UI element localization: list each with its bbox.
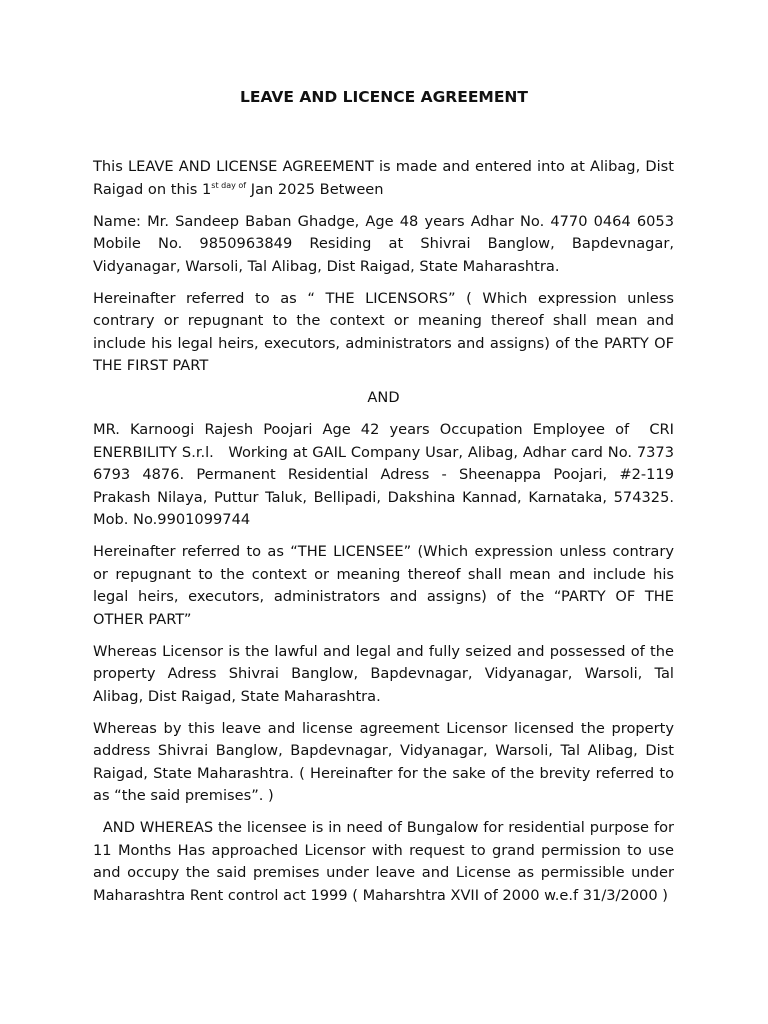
licensor-reference-paragraph: Hereinafter referred to as “ THE LICENSORS” ( Which expression unless contrary or repugnant to the context or meaning thereof shall mean and include his legal heirs, executors, administrators and assigns) of the PARTY OF THE FIRST PART [93,289,674,374]
and-separator: AND [367,389,400,406]
document-title: LEAVE AND LICENCE AGREEMENT [240,88,528,106]
whereas-paragraph-3: AND WHEREAS the licensee is in need of Bungalow for residential purpose for 11 Months Has approached Licensor with request to grand permission to use and occupy the said premises under leave and License as permissible under Maharashtra Rent control act 1999 ( Maharshtra XVII of 2000 w.e.f 31/3/2000 ) [93,819,679,904]
whereas-paragraph-1: Whereas Licensor is the lawful and legal and fully seized and possessed of the property Adress Shivrai Banglow, Bapdevnagar, Vidyanagar, Warsoli, Tal Alibag, Dist Raigad, State Maharashtra. [93,642,674,705]
intro-text: This LEAVE AND LICENSE AGREEMENT is made and entered into at Alibag, Dist Raigad on this 1 [93,158,674,198]
licensee-reference-paragraph: Hereinafter referred to as “THE LICENSEE” (Which expression unless contrary or repugnant to the context or meaning thereof shall mean and include his legal heirs, executors, administrators and assigns) of the “PARTY OF THE OTHER PART” [93,543,674,628]
document-body [93,156,679,917]
licensee-details-paragraph: MR. Karnoogi Rajesh Poojari Age 42 years Occupation Employee of CRI ENERBILITY S.r.l. Working at GAIL Company Usar, Alibag, Adhar card No. 7373 6793 4876. Permanent Residential Adress - Sheenappa Poojari, #2-119 Prakash Nilaya, Puttur Taluk, Bellipadi, Dakshina Kannad, Karnataka, 574325. Mob. No.9901099744 [93,421,679,528]
licensor-details-paragraph: Name: Mr. Sandeep Baban Ghadge, Age 48 years Adhar No. 4770 0464 6053 Mobile No. 9850963849 Residing at Shivrai Banglow, Bapdevnagar, Vidyanagar, Warsoli, Tal Alibag, Dist Raigad, State Maharashtra. [93,212,674,275]
intro-superscript: st day of [211,180,247,190]
whereas-paragraph-2: Whereas by this leave and license agreement Licensor licensed the property address Shivrai Banglow, Bapdevnagar, Vidyanagar, Warsoli, Tal Alibag, Dist Raigad, State Maharashtra. ( Hereinafter for the sake of the brevity referred to as “the said premises”. ) [93,719,674,804]
intro-date-text: Jan 2025 Between [246,180,384,198]
intro-paragraph [93,156,674,201]
